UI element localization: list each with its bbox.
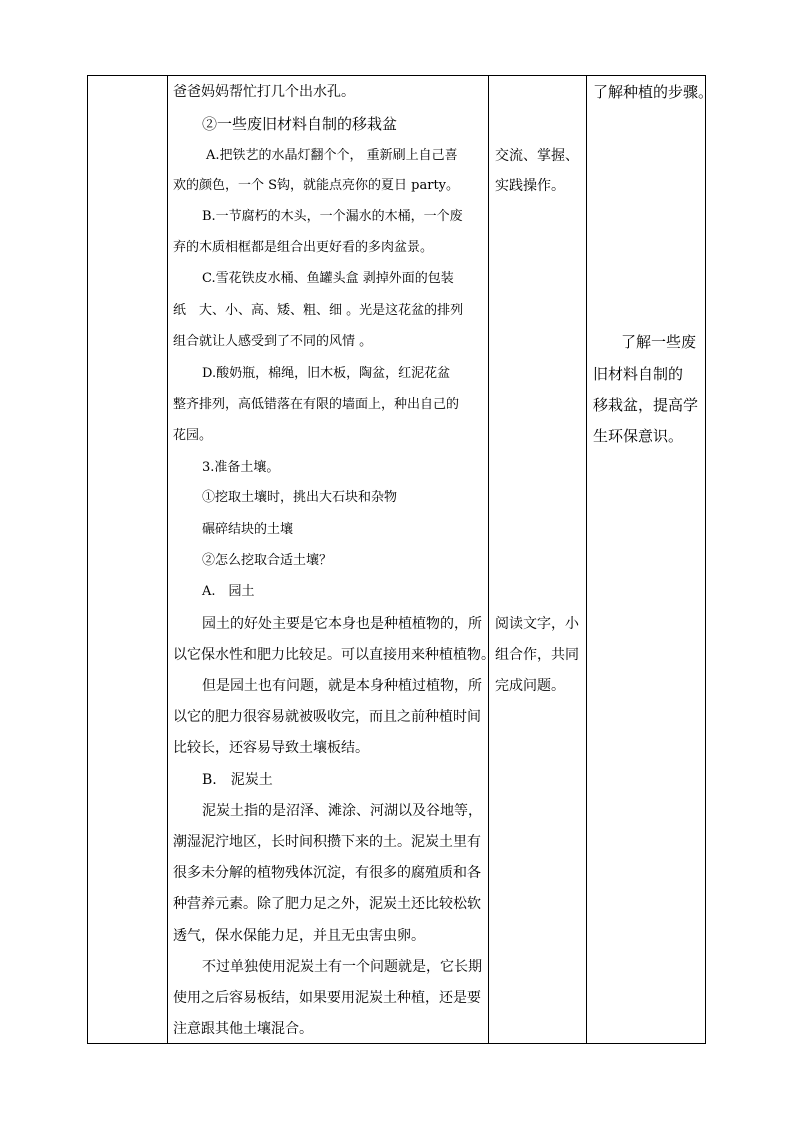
intent-line: 生环保意识。 <box>593 427 684 445</box>
table-row <box>88 76 706 1044</box>
content-line: 潮湿泥泞地区，长时间积攒下来的土。泥炭土里有 <box>173 834 481 850</box>
teaching-content-cell <box>168 76 495 1044</box>
content-line: 不过单独使用泥炭土有一个问题就是，它长期 <box>202 959 482 975</box>
content-line: 园土的好处主要是它本身也是种植植物的，所 <box>202 616 482 632</box>
content-line: 弃的木质相框都是组合出更好看的多肉盆景。 <box>173 240 434 255</box>
content-line: 花园。 <box>173 428 213 443</box>
activity-line: 组合作，共同 <box>495 647 579 663</box>
content-line: ②一些废旧材料自制的移栽盆 <box>202 115 398 133</box>
content-line: 纸 大、小、高、矮、粗、细 。光是这花盆的排列 <box>173 303 464 318</box>
content-line: A.把铁艺的水晶灯翻个个， 重新刷上自己喜 <box>206 148 458 163</box>
content-line: D.酸奶瓶，棉绳，旧木板，陶盆，红泥花盆 <box>202 366 451 381</box>
content-line: 欢的颜色，一个 S钩，就能点亮你的夏日 party。 <box>173 178 460 193</box>
content-line: A. 园土 <box>202 584 255 599</box>
stage-column-cell <box>88 76 168 1044</box>
intent-line: 移栽盆，提高学 <box>593 396 699 414</box>
content-line: B.一节腐朽的木头，一个漏水的木桶，一个废 <box>202 209 463 224</box>
content-line: 注意跟其他土壤混合。 <box>173 1021 313 1037</box>
content-line: 3.准备土壤。 <box>202 460 280 475</box>
content-line: 以它的肥力很容易就被吸收完，而且之前种植时间 <box>173 709 481 725</box>
intent-line: 了解一些废 <box>621 333 697 351</box>
content-line: 泥炭土指的是沼泽、滩涂、河湖以及谷地等， <box>202 803 482 819</box>
activity-line: 交流、掌握、 <box>495 148 579 164</box>
activity-line: 阅读文字，小 <box>495 616 579 632</box>
content-line: 比较长，还容易导致土壤板结。 <box>173 740 369 756</box>
activity-line: 实践操作。 <box>495 178 565 194</box>
content-line: 碾碎结块的土壤 <box>202 522 294 537</box>
intent-line: 了解种植的步骤。 <box>593 83 714 101</box>
intent-line: 旧材料自制的 <box>593 365 684 383</box>
content-line: 很多未分解的植物残体沉淀，有很多的腐殖质和各 <box>173 865 481 881</box>
student-activity-cell <box>489 76 587 1044</box>
content-line: 爸爸妈妈帮忙打几个出水孔。 <box>173 84 355 100</box>
content-line: 整齐排列，高低错落在有限的墙面上，种出自己的 <box>173 397 460 412</box>
content-line: 种营养元素。除了肥力足之外，泥炭土还比较松软 <box>173 896 481 912</box>
lesson-plan-table <box>87 75 714 1044</box>
design-intent-cell <box>587 76 714 1044</box>
content-line: ①挖取土壤时，挑出大石块和杂物 <box>202 490 398 505</box>
content-line: 以它保水性和肥力比较足。可以直接用来种植植物。 <box>173 647 495 663</box>
content-line: B. 泥炭土 <box>202 772 273 788</box>
content-line: 但是园土也有问题，就是本身种植过植物，所 <box>202 678 482 694</box>
content-line: 组合就让人感受到了不同的风情 。 <box>173 334 373 349</box>
content-line: 透气，保水保能力足，并且无虫害虫卵。 <box>173 928 425 944</box>
content-line: 使用之后容易板结，如果要用泥炭土种植，还是要 <box>173 990 481 1006</box>
content-line: ②怎么挖取合适土壤？ <box>202 553 333 568</box>
content-line: C.雪花铁皮水桶、鱼罐头盒 剥掉外面的包装 <box>202 271 454 286</box>
activity-line: 完成问题。 <box>495 678 565 694</box>
